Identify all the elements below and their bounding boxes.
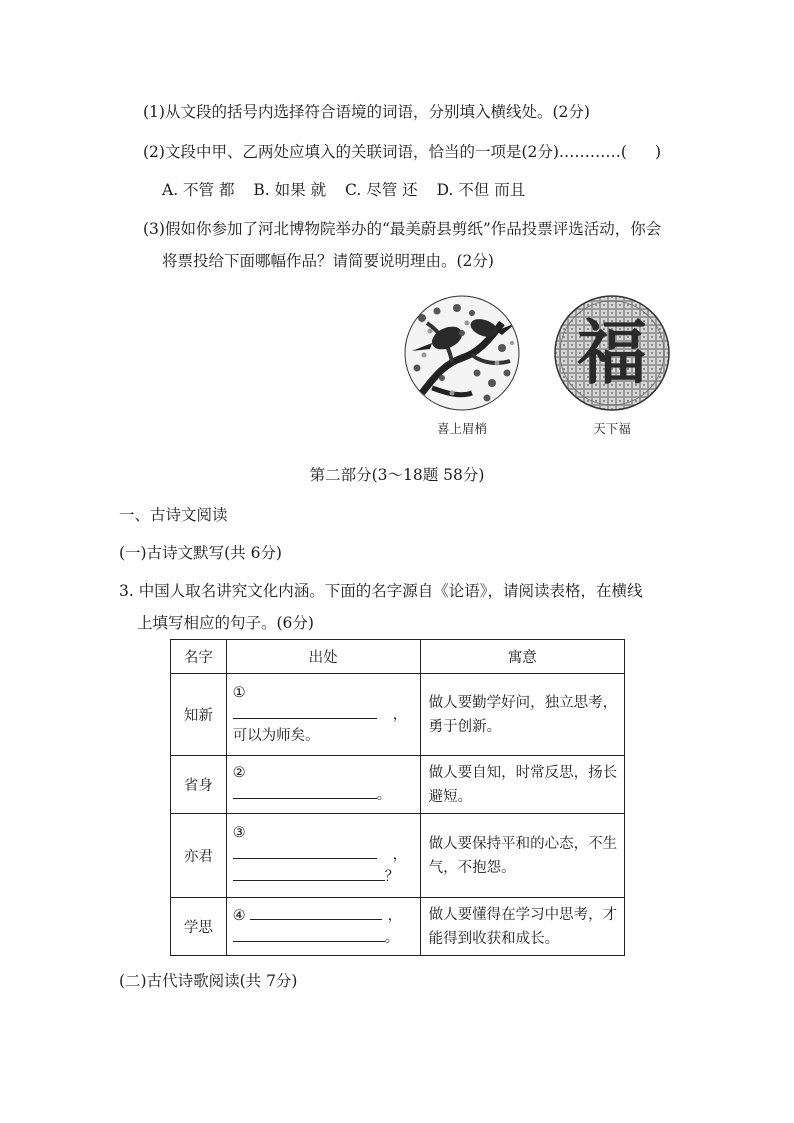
section-1-heading: 一、古诗文阅读	[119, 506, 228, 524]
punctuation: 。	[384, 929, 400, 946]
question-2-stem: (2)文段中甲、乙两处应填入的关联词语，恰当的一项是(2分)…………(	[143, 143, 627, 161]
answer-blank[interactable]	[233, 866, 385, 881]
answer-paren-close: )	[654, 143, 662, 161]
left-image-caption: 喜上眉梢	[436, 421, 487, 436]
punctuation: ，	[392, 706, 408, 723]
answer-blank[interactable]	[233, 704, 377, 719]
punctuation: ，	[392, 847, 408, 863]
answer-blank[interactable]	[233, 784, 377, 799]
question-2-options	[162, 179, 539, 201]
row-meaning: 做人要自知，时常反思，扬长避短。	[420, 756, 624, 814]
row-source-tail: 可以为师矣。	[232, 727, 320, 744]
punctuation: ，	[387, 907, 403, 924]
section-1-subheading: (一)古诗文默写(共 6分)	[119, 544, 282, 562]
row-source	[226, 674, 420, 756]
question-3-line-1: (3)假如你参加了河北博物院举办的“最美蔚县剪纸”作品投票评选活动，你会	[143, 220, 662, 238]
answer-blank[interactable]	[233, 844, 377, 859]
section-2-subheading: (二)古代诗歌阅读(共 7分)	[119, 972, 298, 990]
row-number: ④	[232, 907, 246, 924]
question-1-text: (1)从文段的括号内选择符合语境的词语，分别填入横线处。(2分)	[143, 103, 590, 121]
option-b: B. 如果 就	[253, 181, 327, 199]
table-row	[171, 756, 625, 814]
row-meaning: 做人要懂得在学习中思考，才能得到收获和成长。	[420, 898, 624, 956]
question-3-line-2: 将票投给下面哪幅作品？请简要说明理由。(2分)	[162, 252, 494, 270]
answer-blank[interactable]	[250, 905, 382, 920]
option-c: C. 尽管 还	[345, 181, 418, 199]
fu-papercut-icon	[552, 293, 672, 413]
papercut-image-fu	[552, 293, 672, 436]
row-name: 学思	[171, 898, 227, 956]
table-header-row	[171, 640, 625, 674]
right-image-caption: 天下福	[593, 421, 631, 436]
header-source: 出处	[226, 640, 420, 674]
answer-blank[interactable]	[233, 927, 385, 942]
punctuation: 。	[376, 787, 392, 803]
row-source	[226, 898, 420, 956]
row-name: 亦君	[171, 814, 227, 898]
row-source	[226, 756, 420, 814]
option-d: D. 不但 而且	[436, 181, 526, 199]
part-2-title: 第二部分(3～18题 58分)	[309, 466, 485, 484]
row-number: ③	[232, 825, 246, 841]
row-source	[226, 814, 420, 898]
row-meaning: 做人要勤学好问，独立思考，勇于创新。	[420, 674, 624, 756]
table-row	[171, 674, 625, 756]
table-row	[171, 898, 625, 956]
papercut-image-magpie-plum	[402, 293, 522, 436]
row-name: 省身	[171, 756, 227, 814]
table-row	[171, 814, 625, 898]
magpie-plum-papercut-icon	[402, 293, 522, 413]
question-3-main-line-2: 上填写相应的句子。(6分)	[137, 614, 314, 632]
option-a: A. 不管 都	[162, 181, 235, 199]
header-name: 名字	[171, 640, 227, 674]
row-meaning: 做人要保持平和的心态，不生气，不抱怨。	[420, 814, 624, 898]
header-meaning: 寓意	[420, 640, 624, 674]
analects-name-table	[170, 639, 625, 956]
row-name: 知新	[171, 674, 227, 756]
punctuation: ？	[384, 869, 400, 885]
question-2-text	[143, 141, 661, 163]
row-number: ②	[232, 765, 246, 781]
row-number: ①	[232, 684, 246, 701]
fu-glyph: 福	[577, 311, 647, 394]
question-3-main-line-1: 3. 中国人取名讲究文化内涵。下面的名字源自《论语》，请阅读表格，在横线	[119, 582, 643, 600]
